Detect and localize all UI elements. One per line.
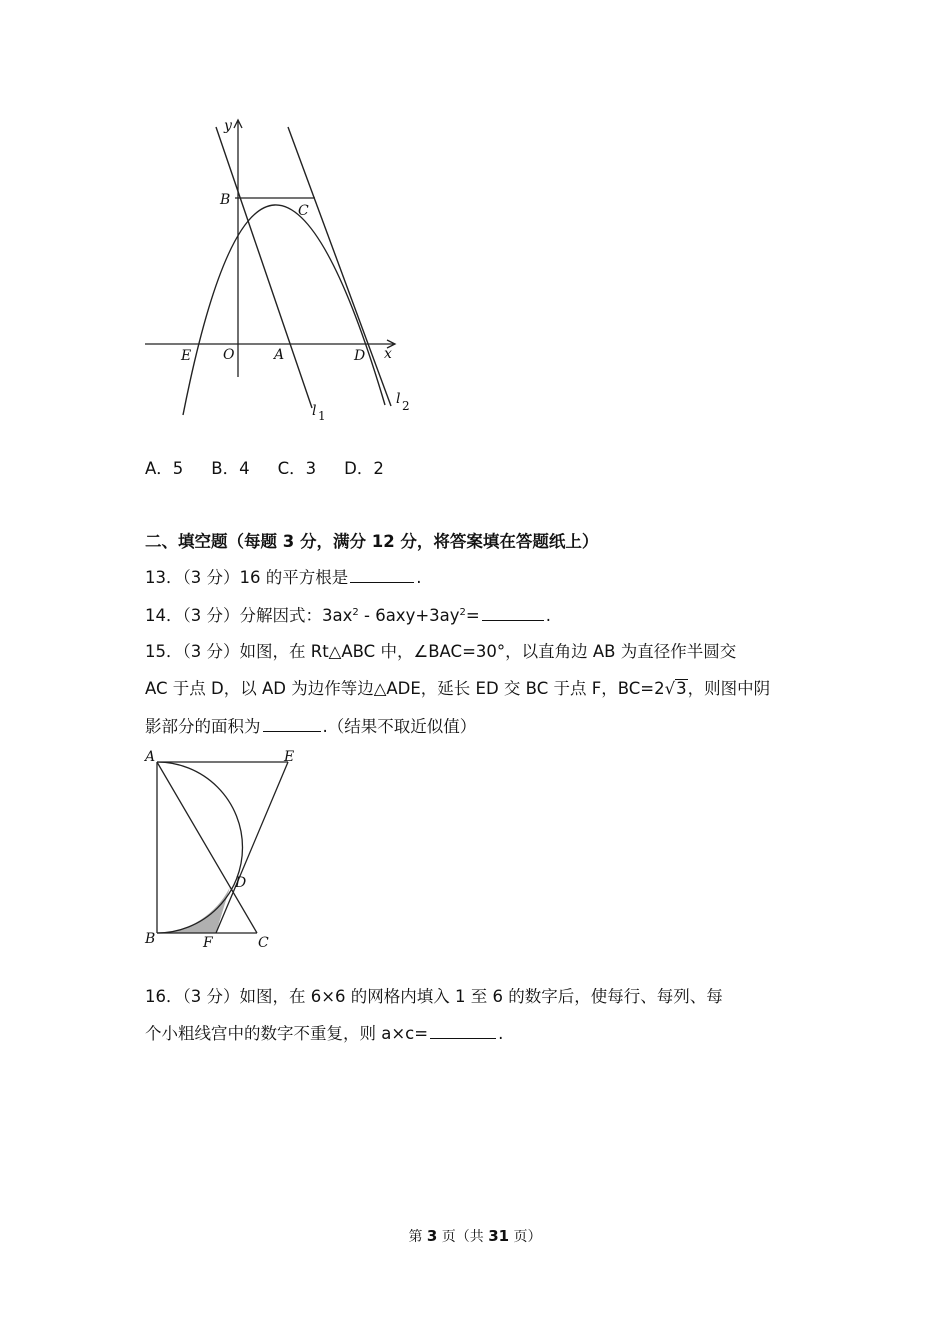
q16-period: . <box>498 1024 504 1043</box>
footer-pre: 第 <box>408 1229 427 1245</box>
line-l1 <box>216 127 312 408</box>
q15-answer-blank <box>263 715 321 732</box>
q14-exp2: 2 <box>459 607 466 618</box>
label-b: B <box>145 931 156 947</box>
section2-heading: 二、填空题（每题 3 分，满分 12 分，将答案填在答题纸上） <box>145 532 599 551</box>
q12-choices <box>145 457 412 481</box>
sqrt-sign: √ <box>664 679 676 698</box>
q15-line2-text: AC 于点 D，以 AD 为边作等边△ADE，延长 ED 交 BC 于点 F，BC=2 <box>145 679 665 698</box>
label-l2-sub: 2 <box>402 399 410 413</box>
q16-line2-text: 个小粗线宫中的数字不重复，则 a×c= <box>145 1024 429 1043</box>
label-e: E <box>284 749 295 765</box>
label-l2: l <box>396 391 401 407</box>
choice-d: D．2 <box>344 459 384 478</box>
label-a: A <box>274 347 285 363</box>
label-l1-sub: 1 <box>318 409 326 423</box>
parabola-figure <box>140 115 430 430</box>
label-x: x <box>384 346 392 362</box>
parabola-curve <box>183 205 385 415</box>
q15-line2-suffix: ，则图中阴 <box>687 679 771 698</box>
label-d: D <box>235 875 247 891</box>
label-f: F <box>203 935 213 951</box>
q13-text: 13．（3 分）16 的平方根是 <box>145 568 349 587</box>
footer-mid: 页（共 <box>437 1229 489 1245</box>
choice-b: B．4 <box>211 459 250 478</box>
q14-after: = <box>465 606 480 625</box>
label-a: A <box>145 749 156 765</box>
q15-line3-text: 影部分的面积为 <box>145 717 261 736</box>
choice-a: A．5 <box>145 459 184 478</box>
sqrt-radicand: 3 <box>676 679 687 698</box>
question-15-line2 <box>145 677 770 701</box>
label-l1: l <box>312 403 317 419</box>
footer-total-pages: 31 <box>488 1227 510 1245</box>
q14-exp1: 2 <box>352 607 359 618</box>
segment-ef <box>216 762 288 933</box>
label-c: C <box>298 203 309 219</box>
q14-period: . <box>545 606 551 625</box>
q14-middle: - 6axy+3ay <box>358 606 460 625</box>
footer-post: 页） <box>509 1229 542 1245</box>
question-16-line2 <box>145 1022 503 1046</box>
page-footer <box>0 1226 950 1246</box>
footer-page-number: 3 <box>426 1227 438 1245</box>
q13-answer-blank <box>350 566 414 583</box>
question-15-line1: 15．（3 分）如图，在 Rt△ABC 中，∠BAC=30°，以直角边 AB 为直径作半圆交 <box>145 642 737 661</box>
label-e: E <box>181 348 192 364</box>
q14-answer-blank <box>482 604 544 621</box>
question-14 <box>145 604 551 628</box>
question-16-line1: 16．（3 分）如图，在 6×6 的网格内填入 1 至 6 的数字后，使每行、每列、每 <box>145 987 723 1006</box>
q16-answer-blank <box>430 1022 496 1039</box>
label-d: D <box>354 348 366 364</box>
q14-text: 14．（3 分）分解因式：3ax <box>145 606 353 625</box>
label-c: C <box>258 935 269 951</box>
q15-line3-suffix: .（结果不取近似值） <box>322 717 477 736</box>
semicircle <box>157 762 243 933</box>
choice-c: C．3 <box>277 459 317 478</box>
q13-period: . <box>416 568 422 587</box>
question-15-line3 <box>145 715 476 739</box>
triangle-figure <box>140 745 300 955</box>
label-b: B <box>220 192 231 208</box>
label-y: y <box>224 118 232 134</box>
question-13 <box>145 566 421 590</box>
line-l2 <box>288 127 391 406</box>
label-o: O <box>223 347 235 363</box>
